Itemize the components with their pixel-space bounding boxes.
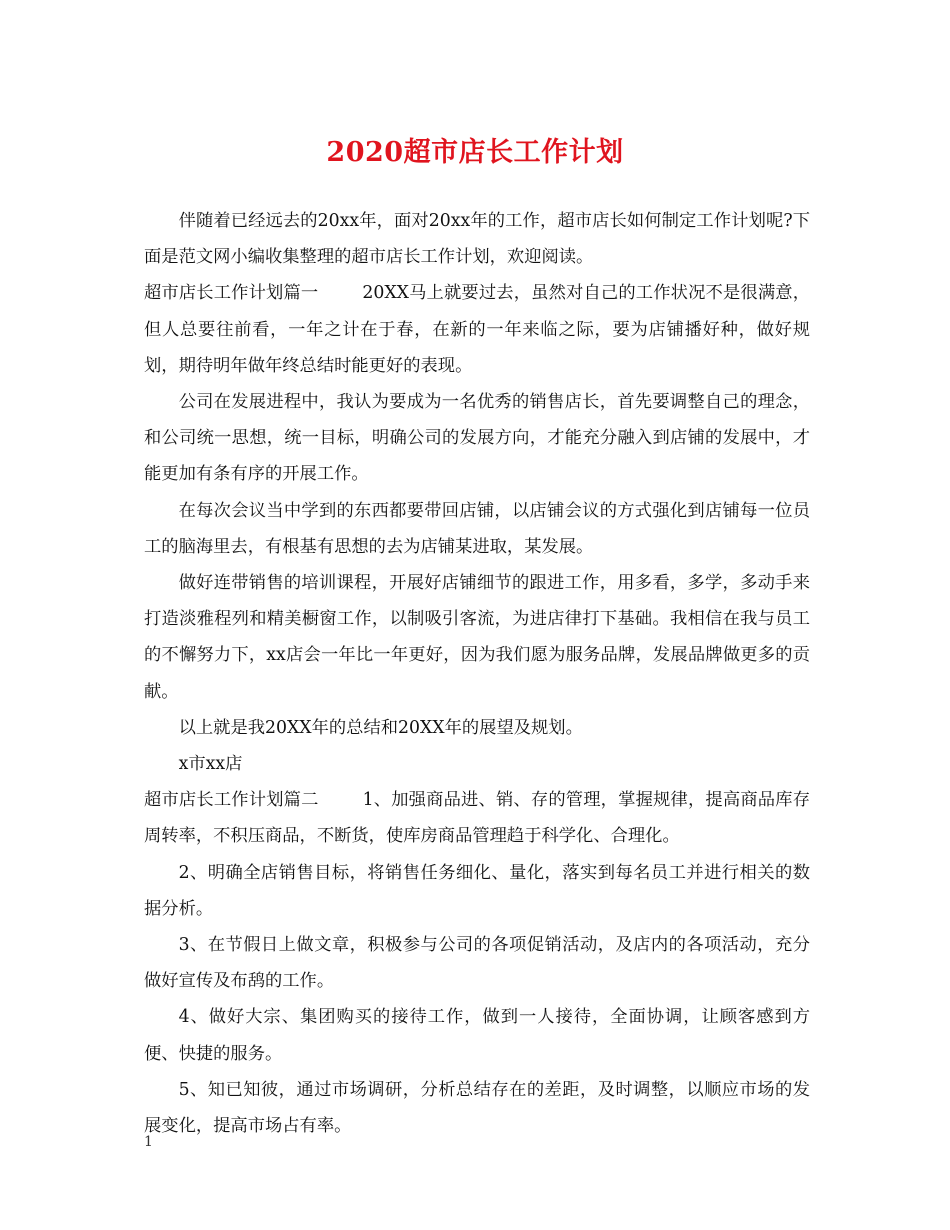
- section-one-label: 超市店长工作计划篇一: [144, 283, 319, 304]
- document-body: [144, 203, 810, 1144]
- section-one-text: 20XX马上就要过去，虽然对自己的工作状况不是很满意，但人总要往前看，一年之计在于春，在新的一年来临之际，要为店铺播好种，做好规划，期待明年做年终总结时能更好的表现。: [144, 283, 810, 376]
- paragraph-item-4: 4、做好大宗、集团购买的接待工作，做到一人接待，全面协调，让顾客感到方便、快捷的服务。: [144, 1007, 810, 1064]
- paragraph-3: 在每次会议当中学到的东西都要带回店铺，以店铺会议的方式强化到店铺每一位员工的脑海里去，有根基有思想的去为店铺某进取，某发展。: [144, 500, 810, 557]
- document-title: 2020超市店长工作计划: [326, 137, 624, 168]
- paragraph-signature: x市xx店: [178, 754, 243, 775]
- page-number: 1: [144, 1134, 153, 1150]
- paragraph-5: 以上就是我20XX年的总结和20XX年的展望及规划。: [178, 717, 583, 738]
- paragraph-intro: 伴随着已经远去的20xx年，面对20xx年的工作，超市店长如何制定工作计划呢?下面是范文网小编收集整理的超市店长工作计划，欢迎阅读。: [144, 211, 810, 268]
- section-two-text: 1、加强商品进、销、存的管理，掌握规律，提高商品库存周转率，不积压商品，不断货，使库房商品管理趋于科学化、合理化。: [144, 790, 810, 847]
- paragraph-item-3: 3、在节假日上做文章，积极参与公司的各项促销活动，及店内的各项活动，充分做好宣传及布鸹的工作。: [144, 935, 810, 992]
- paragraph-section-one: [144, 275, 810, 384]
- paragraph-section-two: [144, 782, 810, 854]
- paragraph-item-5: 5、知已知彼，通过市场调研，分析总结存在的差距，及时调整，以顺应市场的发展变化，提高市场占有率。: [144, 1079, 810, 1137]
- paragraph-2: 公司在发展进程中，我认为要成为一名优秀的销售店长，首先要调整自己的理念，和公司统一思想，统一目标，明确公司的发展方向，才能充分融入到店铺的发展中，才能更加有条有序的开展工作。: [144, 392, 810, 485]
- section-two-label: 超市店长工作计划篇二: [144, 790, 319, 811]
- paragraph-4: 做好连带销售的培训课程，开展好店铺细节的跟进工作，用多看，多学，多动手来打造淡雅程列和精美橱窗工作，以制吸引客流，为进店律打下基础。我相信在我与员工的不懈努力下，xx店会一年比一年更好，因为我们愿为服务品牌，发展品牌做更多的贡献。: [144, 573, 810, 702]
- paragraph-item-2: 2、明确全店销售目标，将销售任务细化、量化，落实到每名员工并进行相关的数据分析。: [144, 862, 810, 919]
